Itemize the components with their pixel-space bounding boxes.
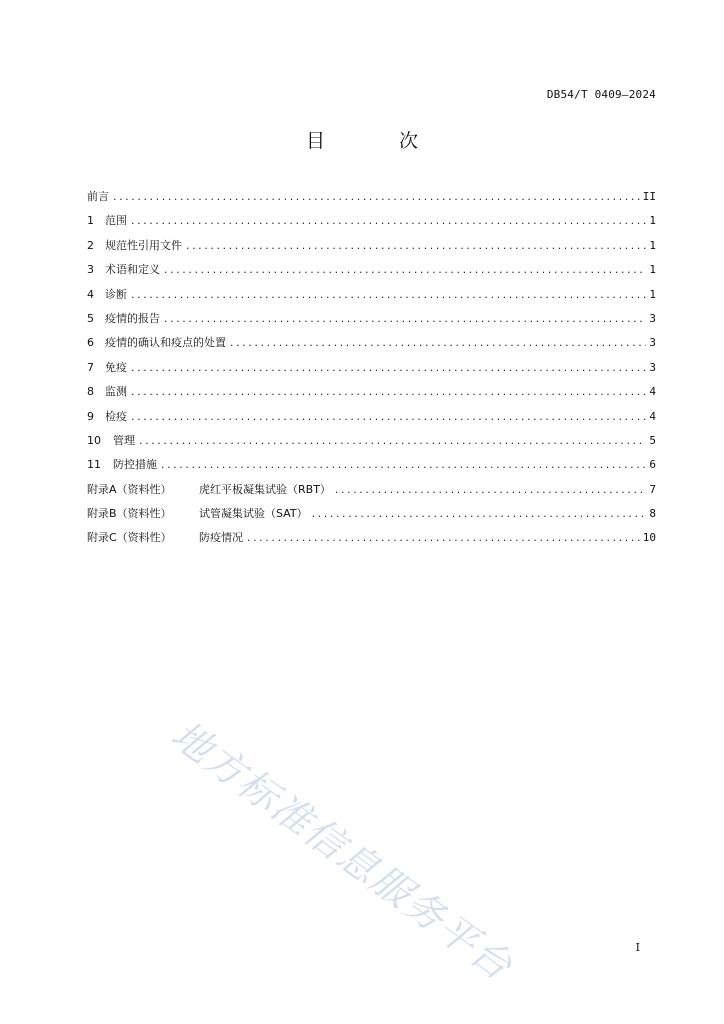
- toc-entry-label: 术语和定义: [105, 263, 160, 277]
- toc-entry-10[interactable]: [87, 434, 656, 458]
- toc-entry-label: 防控措施: [113, 458, 157, 472]
- toc-entry-appendix-a[interactable]: [87, 483, 656, 507]
- toc-entry-label: 监测: [105, 385, 127, 399]
- toc-entry-number: 附录B（资料性）: [87, 507, 172, 521]
- toc-entry-label: 管理: [113, 433, 135, 447]
- toc-entry-label: 范围: [105, 214, 127, 228]
- toc-entry-number: 5: [87, 311, 94, 325]
- toc-entry-3[interactable]: [87, 263, 656, 287]
- toc-entry-number: 7: [87, 360, 94, 374]
- toc-entry-page: 7: [649, 482, 656, 496]
- toc-entry-number: 8: [87, 385, 94, 399]
- dot-leader: [113, 190, 640, 204]
- toc-entry-11[interactable]: [87, 458, 656, 482]
- toc-entry-number: 2: [87, 238, 94, 252]
- toc-entry-6[interactable]: [87, 336, 656, 360]
- dot-leader: [139, 434, 646, 448]
- toc-entry-7[interactable]: [87, 361, 656, 385]
- toc-entry-page: 1: [649, 287, 656, 301]
- toc-entry-number: 6: [87, 336, 94, 350]
- dot-leader: [131, 361, 646, 375]
- toc-entry-label: 疫情的确认和疫点的处置: [105, 336, 226, 350]
- toc-entry-appendix-b[interactable]: [87, 507, 656, 531]
- toc-entry-page: 3: [649, 311, 656, 325]
- toc-entry-number: 附录A（资料性）: [87, 482, 172, 496]
- toc-entry-number: 9: [87, 409, 94, 423]
- dot-leader: [164, 312, 646, 326]
- toc-entry-appendix-c[interactable]: [87, 531, 656, 555]
- toc-entry-1[interactable]: [87, 214, 656, 238]
- toc-entry-number: 1: [87, 214, 94, 228]
- dot-leader: [131, 214, 646, 228]
- dot-leader: [312, 507, 647, 521]
- toc-entry-page: 3: [649, 360, 656, 374]
- toc-entry-label: 规范性引用文件: [105, 238, 182, 252]
- toc-entry-page: 8: [649, 507, 656, 521]
- dot-leader: [186, 239, 646, 253]
- toc-entry-label: 诊断: [105, 287, 127, 301]
- toc-entry-label: 前言: [87, 190, 109, 203]
- toc-entry-number: 附录C（资料性）: [87, 531, 172, 545]
- dot-leader: [164, 263, 646, 277]
- toc-entry-5[interactable]: [87, 312, 656, 336]
- toc-entry-preface[interactable]: [87, 190, 656, 214]
- toc-entry-label: 免疫: [105, 360, 127, 374]
- page-number: I: [635, 941, 640, 954]
- toc-entry-label: 虎红平板凝集试验（RBT）: [199, 482, 331, 496]
- dot-leader: [131, 410, 646, 424]
- toc-entry-page: 4: [649, 409, 656, 423]
- toc-entry-9[interactable]: [87, 410, 656, 434]
- dot-leader: [247, 531, 640, 545]
- toc-title: 目 次: [305, 130, 453, 152]
- toc-entry-number: 4: [87, 287, 94, 301]
- toc-entry-page: 1: [649, 214, 656, 228]
- dot-leader: [230, 336, 646, 350]
- toc-entry-label: 疫情的报告: [105, 311, 160, 325]
- toc-list: [87, 190, 656, 556]
- dot-leader: [131, 385, 646, 399]
- toc-entry-label: 检疫: [105, 409, 127, 423]
- toc-entry-number: 3: [87, 263, 94, 277]
- toc-entry-page: 4: [649, 385, 656, 399]
- toc-entry-label: 防疫情况: [199, 531, 243, 545]
- toc-entry-page: 1: [649, 238, 656, 252]
- toc-entry-number: 10: [87, 433, 101, 447]
- dot-leader: [335, 483, 646, 497]
- toc-entry-number: 11: [87, 458, 101, 472]
- toc-entry-8[interactable]: [87, 385, 656, 409]
- toc-entry-page: II: [642, 190, 656, 203]
- toc-entry-page: 10: [642, 531, 656, 545]
- toc-entry-page: 5: [649, 433, 656, 447]
- toc-entry-2[interactable]: [87, 239, 656, 263]
- document-code: DB54/T 0409—2024: [546, 88, 656, 101]
- toc-entry-page: 1: [649, 263, 656, 277]
- dot-leader: [161, 458, 646, 472]
- toc-entry-4[interactable]: [87, 288, 656, 312]
- watermark: 地方标准信息服务平台: [162, 712, 521, 991]
- toc-entry-page: 3: [649, 336, 656, 350]
- toc-entry-page: 6: [649, 458, 656, 472]
- toc-entry-label: 试管凝集试验（SAT）: [199, 507, 308, 521]
- dot-leader: [131, 288, 646, 302]
